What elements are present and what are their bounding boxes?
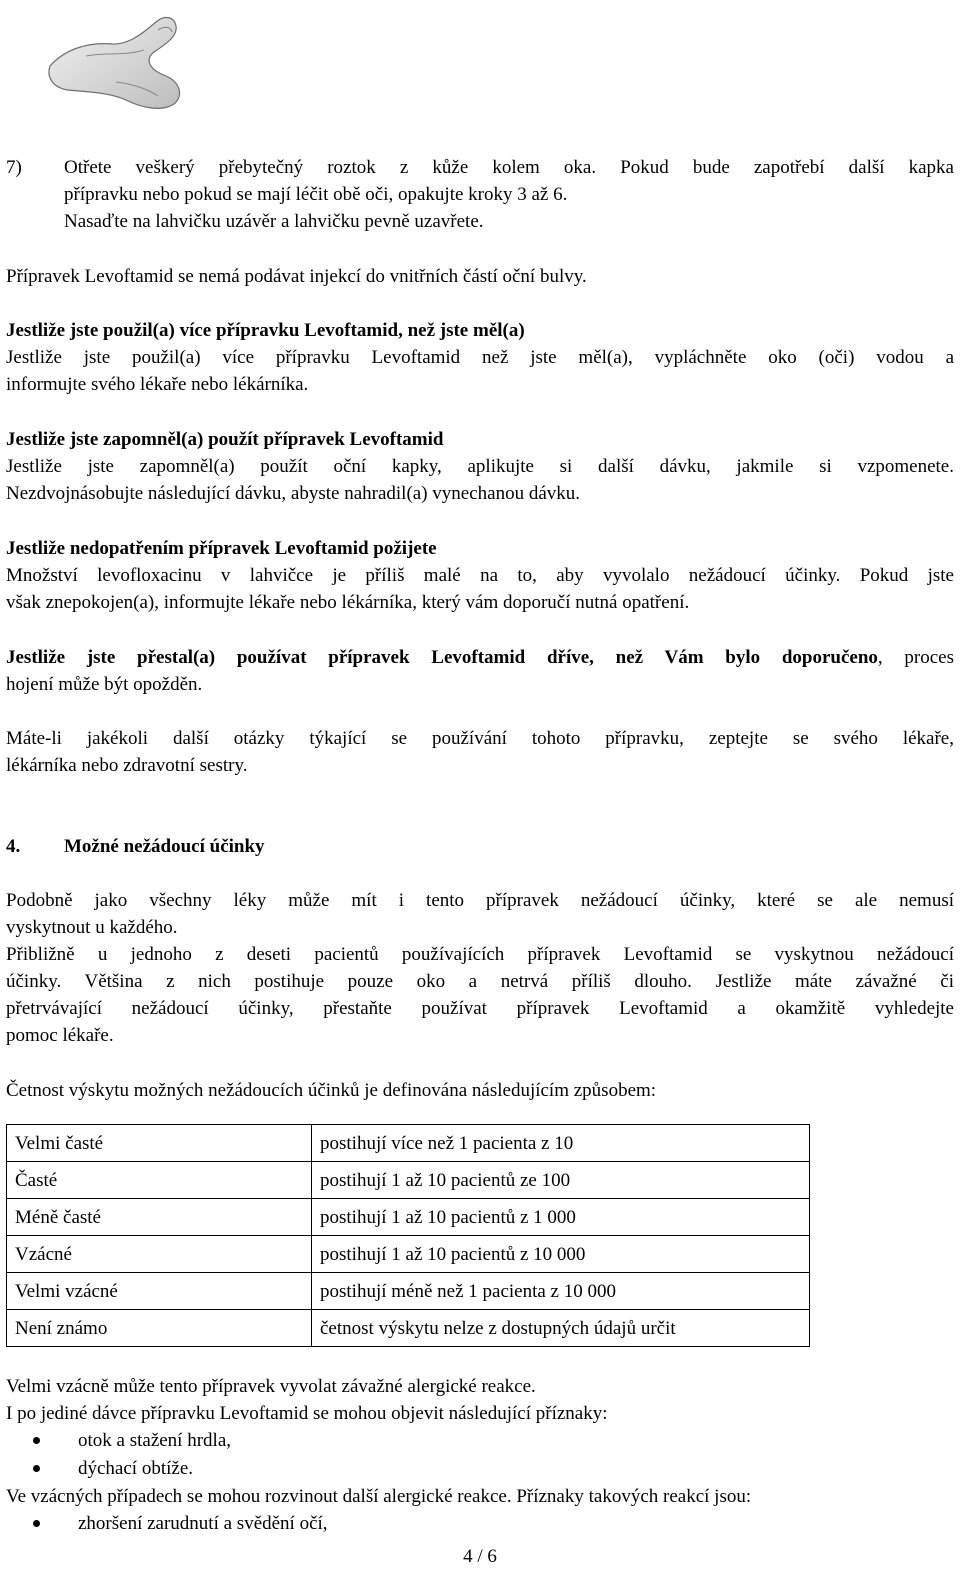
bullet-icon xyxy=(33,1465,40,1472)
step-7-line-3: Nasaďte na lahvičku uzávěr a lahvičku pevně uzavřete. xyxy=(64,211,484,232)
forgot-line-2: Nezdvojnásobujte následující dávku, abyste nahradil(a) vynechanou dávku. xyxy=(6,483,581,504)
list-item xyxy=(6,1510,954,1538)
frequency-definition: postihují 1 až 10 pacientů z 10 000 xyxy=(312,1236,810,1273)
list-item xyxy=(6,1455,954,1483)
questions-line-2: lékárníka nebo zdravotní sestry. xyxy=(6,755,248,776)
step-7-line-2: přípravku nebo pokud se mají léčit obě oči, opakujte kroky 3 až 6. xyxy=(64,184,568,205)
intro-line-6: pomoc lékaře. xyxy=(6,1025,114,1046)
forgot-heading: Jestliže jste zapomněl(a) použít přípravek Levoftamid xyxy=(6,429,444,450)
allergy-line-3: Ve vzácných případech se mohou rozvinout další alergické reakce. Příznaky takových reakcí jsou: xyxy=(6,1486,752,1507)
allergy-section xyxy=(6,1373,954,1538)
intro-line-4: účinky. Většina z nich postihuje pouze oko a netrvá příliš dlouho. Jestliže máte závažné či xyxy=(6,971,954,992)
frequency-definition: četnost výskytu nelze z dostupných údajů určit xyxy=(312,1310,810,1347)
symptom-list xyxy=(6,1427,954,1483)
swallowed-section xyxy=(6,535,954,616)
allergy-line-2: I po jediné dávce přípravku Levoftamid se mohou objevit následující příznaky: xyxy=(6,1403,608,1424)
stopped-heading: Jestliže jste přestal(a) používat přípravek Levoftamid dříve, než Vám bylo doporučeno xyxy=(6,647,878,668)
frequency-definition: postihují méně než 1 pacienta z 10 000 xyxy=(312,1273,810,1310)
overdose-section xyxy=(6,317,954,398)
stopped-heading-rest: , proces xyxy=(877,647,954,668)
bullet-icon xyxy=(33,1437,40,1444)
step-7-line-1: Otřete veškerý přebytečný roztok z kůže kolem oka. Pokud bude zapotřebí další kapka xyxy=(64,157,954,178)
swallowed-line-1: Množství levofloxacinu v lahvičce je příliš malé na to, aby vyvolalo nežádoucí účinky. Pokud jste xyxy=(6,565,954,586)
overdose-heading: Jestliže jste použil(a) více přípravku Levoftamid, než jste měl(a) xyxy=(6,320,525,341)
table-row xyxy=(7,1162,810,1199)
overdose-line-2: informujte svého lékaře nebo lékárníka. xyxy=(6,374,309,395)
eye-drop-hand-illustration xyxy=(46,4,186,112)
questions-section xyxy=(6,725,954,779)
frequency-definition: postihují 1 až 10 pacientů z 1 000 xyxy=(312,1199,810,1236)
intro-line-3: Přibližně u jednoho z deseti pacientů používajících přípravek Levoftamid se vyskytnou nežádoucí xyxy=(6,944,954,965)
table-row xyxy=(7,1236,810,1273)
table-row xyxy=(7,1310,810,1347)
section-number: 4. xyxy=(6,836,21,857)
table-row xyxy=(7,1199,810,1236)
injection-note: Přípravek Levoftamid se nemá podávat injekcí do vnitřních částí oční bulvy. xyxy=(6,266,587,287)
forgot-section xyxy=(6,426,954,507)
forgot-line-1: Jestliže jste zapomněl(a) použít oční kapky, aplikujte si další dávku, jakmile si vzpomenete. xyxy=(6,456,954,477)
intro-line-5: přetrvávající nežádoucí účinky, přestaňte používat přípravek Levoftamid a okamžitě vyhledejte xyxy=(6,998,954,1019)
frequency-definition: postihují 1 až 10 pacientů ze 100 xyxy=(312,1162,810,1199)
page-number: 4 / 6 xyxy=(463,1546,497,1567)
swallowed-line-2: však znepokojen(a), informujte lékaře nebo lékárníka, který vám doporučí nutná opatření. xyxy=(6,592,690,613)
stopped-line-1 xyxy=(6,644,954,671)
stopped-line-2: hojení může být opožděn. xyxy=(6,674,203,695)
stopped-section xyxy=(6,644,954,698)
frequency-term: Časté xyxy=(7,1162,312,1199)
table-row xyxy=(7,1125,810,1162)
intro-line-1: Podobně jako všechny léky může mít i tento přípravek nežádoucí účinky, které se ale nemusí xyxy=(6,890,954,911)
step-7 xyxy=(6,154,954,235)
frequency-term: Velmi vzácné xyxy=(7,1273,312,1310)
side-effects-intro xyxy=(6,887,954,1049)
frequency-table xyxy=(6,1124,810,1347)
section-4-heading xyxy=(6,833,954,860)
table-row xyxy=(7,1273,810,1310)
frequency-term: Není známo xyxy=(7,1310,312,1347)
symptom-list-2 xyxy=(6,1510,954,1538)
frequency-term: Méně časté xyxy=(7,1199,312,1236)
swallowed-heading: Jestliže nedopatřením přípravek Levoftamid požijete xyxy=(6,538,437,559)
list-item xyxy=(6,1427,954,1455)
frequency-term: Vzácné xyxy=(7,1236,312,1273)
overdose-line-1: Jestliže jste použil(a) více přípravku Levoftamid než jste měl(a), vypláchněte oko (oči) vodou a xyxy=(6,347,954,368)
list-item-text: zhoršení zarudnutí a svědění očí, xyxy=(78,1513,328,1534)
frequency-term: Velmi časté xyxy=(7,1125,312,1162)
list-item-text: otok a stažení hrdla, xyxy=(78,1430,232,1451)
allergy-line-1: Velmi vzácně může tento přípravek vyvolat závažné alergické reakce. xyxy=(6,1376,536,1397)
section-title: Možné nežádoucí účinky xyxy=(64,836,265,857)
bullet-icon xyxy=(33,1520,40,1527)
questions-line-1: Máte-li jakékoli další otázky týkající se používání tohoto přípravku, zeptejte se svého lékaře, xyxy=(6,728,954,749)
list-item-text: dýchací obtíže. xyxy=(78,1458,194,1479)
frequency-definition: postihují více než 1 pacienta z 10 xyxy=(312,1125,810,1162)
step-number: 7) xyxy=(6,157,22,178)
intro-line-2: vyskytnout u každého. xyxy=(6,917,178,938)
frequency-intro: Četnost výskytu možných nežádoucích účinků je definována následujícím způsobem: xyxy=(6,1080,657,1101)
